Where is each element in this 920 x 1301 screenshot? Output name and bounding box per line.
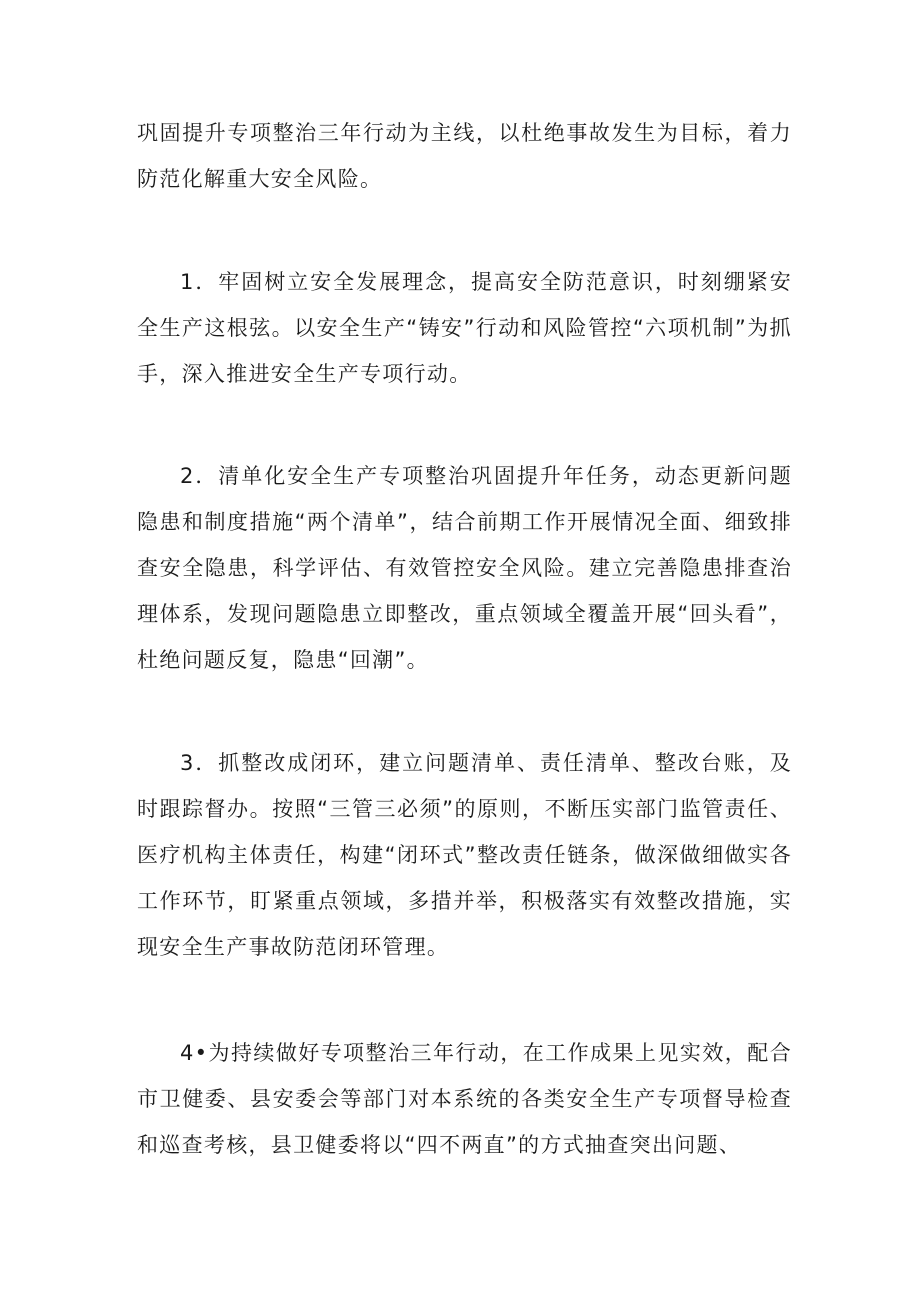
paragraph-item-4: 4•为持续做好专项整治三年行动，在工作成果上见实效，配合市卫健委、县安委会等部门对本系统的各类安全生产专项督导检查和巡查考核，县卫健委将以“四不两直”的方式抽查突出问题、 [137,1041,792,1157]
paragraph-item-2: 2．清单化安全生产专项整治巩固提升年任务，动态更新问题隐患和制度措施“两个清单”，结合前期工作开展情况全面、细致排查安全隐患，科学评估、有效管控安全风险。建立完善隐患排查治理体系，发现问题隐患立即整改，重点领域全覆盖开展“回头看”，杜绝问题反复，隐患“回潮”。 [137,464,792,672]
paragraph-item-1: 1．牢固树立安全发展理念，提高安全防范意识，时刻绷紧安全生产这根弦。以安全生产“铸安”行动和风险管控“六项机制”为抓手，深入推进安全生产专项行动。 [137,270,792,386]
paragraph-item-3: 3．抓整改成闭环，建立问题清单、责任清单、整改台账，及时跟踪督办。按照“三管三必须”的原则，不断压实部门监管责任、医疗机构主体责任，构建“闭环式”整改责任链条，做深做细做实各工作环节，盯紧重点领域，多措并举，积极落实有效整改措施，实现安全生产事故防范闭环管理。 [137,751,792,959]
paragraph-intro: 巩固提升专项整治三年行动为主线，以杜绝事故发生为目标，着力防范化解重大安全风险。 [137,121,792,191]
